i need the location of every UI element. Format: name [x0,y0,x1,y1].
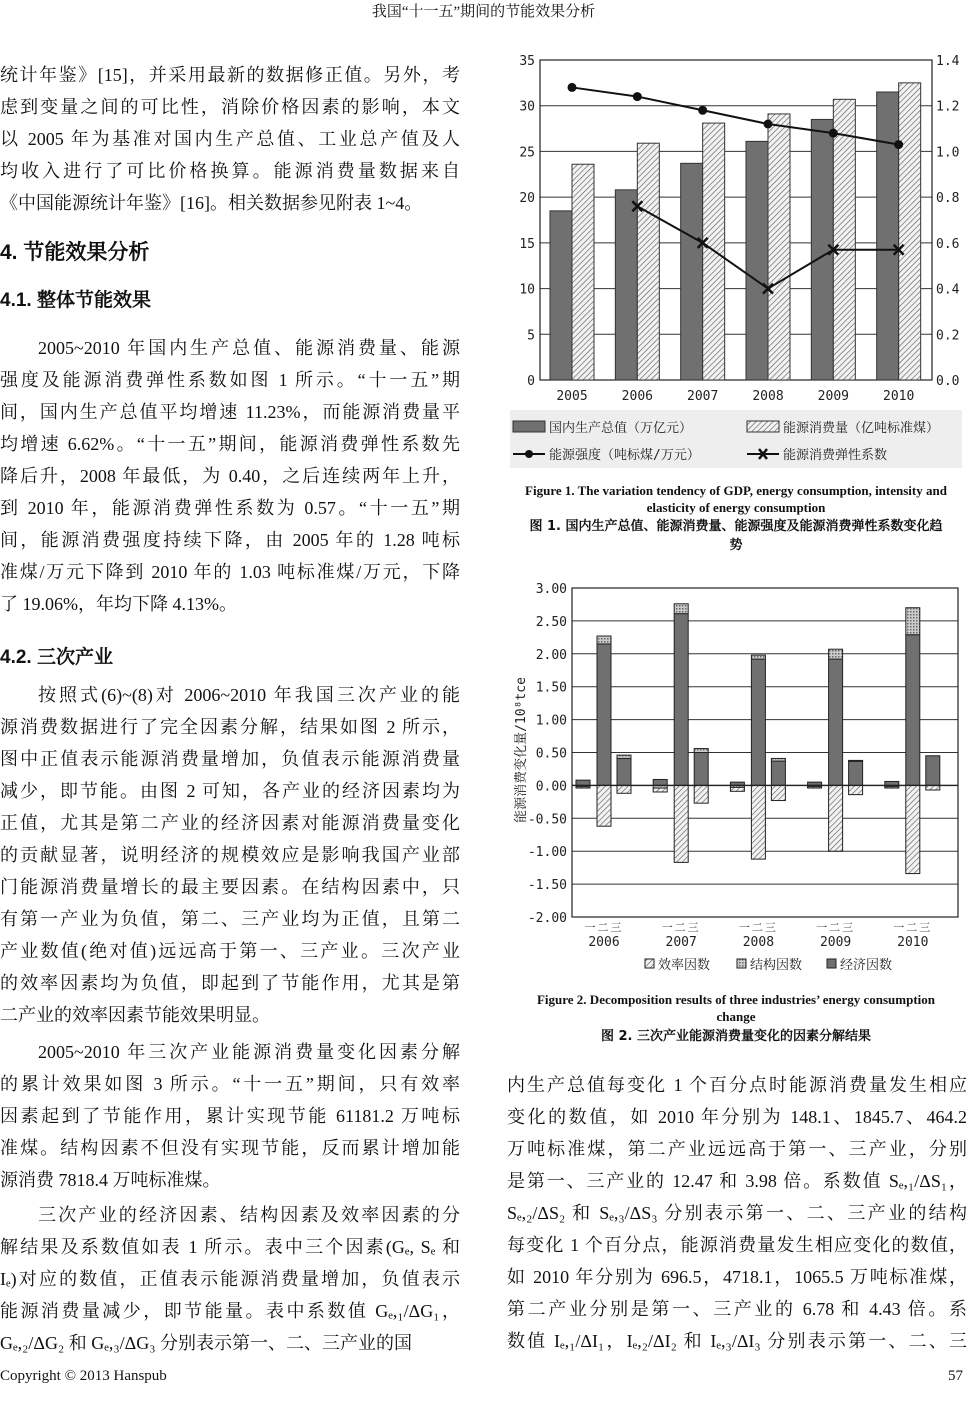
bar-efficiency-factor [829,785,843,851]
paragraph-coefficients [0,1199,460,1359]
legend-label-intensity: 能源强度（吨标煤/万元） [549,448,700,463]
y-right-tick-label: 0.6 [936,236,960,252]
y-axis-label: 能源消费变化量/10⁸tce [514,677,529,823]
point-energy-intensity [829,129,838,138]
industry-tick-labels: 一二三 [893,921,933,934]
y-tick-label: 0.50 [535,746,567,762]
text-line: 的效率因素均为负值，即起到了节能作用，尤其是第 [0,973,460,993]
text-line: 《中国能源统计年鉴》[16]。相关数据参见附表 1~4。 [0,193,423,213]
section-heading-4: 4. 节能效果分析 [0,241,150,264]
bar-efficiency-factor [906,785,920,873]
section-heading-4-1: 4.1. 整体节能效果 [0,290,151,311]
x-tick-label: 2008 [752,389,784,404]
text-line: 虑到变量之间的可比性，消除价格因素的影响，本文 [0,97,460,117]
section-heading-4-2: 4.2. 三次产业 [0,647,113,668]
industry-tick-labels: 一二三 [661,921,701,934]
text-line: 降后升，2008 年最低，为 0.40，之后连续两年上升， [0,466,460,486]
y-left-tick-label: 35 [519,54,535,69]
legend-swatch [737,959,746,968]
y-tick-label: 2.50 [535,614,567,630]
bar-gdp [811,119,833,380]
text-line: 强度及能源消费弹性系数如图 1 所示。“十一五”期 [0,370,460,390]
x-tick-label: 2006 [588,935,620,950]
figure2-chart [505,575,965,985]
bar-efficiency-factor [597,785,611,826]
legend-swatch-energy [747,421,779,432]
text-line: 均收入进行了可比价格换算。能源消费量数据来自 [0,161,460,181]
text-line: 准煤。结构因素不但没有实现节能，反而累计增加能 [0,1138,460,1158]
y-left-tick-label: 25 [519,145,535,161]
text-line: 如 2010 年分别为 696.5，4718.1，1065.5 万吨标准煤， [507,1267,967,1287]
x-tick-label: 2009 [819,935,852,950]
point-energy-intensity [568,83,577,92]
running-header: 我国“十一五”期间的节能效果分析 [371,4,596,20]
text-line: 按照式(6)~(8)对 2006~2010 年我国三次产业的能 [38,685,460,705]
bar-energy-consumption [572,164,594,380]
bar-structural-factor [597,636,611,644]
bar-efficiency-factor [617,785,631,793]
bar-structural-factor [906,608,920,635]
x-tick-label: 2007 [665,935,697,950]
text-line: 因素起到了节能作用，累计实现节能 61181.2 万吨标 [0,1106,460,1126]
text-line: 2005~2010 年三次产业能源消费量变化因素分解 [38,1042,460,1062]
bar-gdp [877,92,899,380]
footer-page-number: 57 [948,1368,963,1384]
text-line: 是第一、三产业的 12.47 和 3.98 倍。系数值 Sₑ,₁/ΔS₁， [507,1171,967,1191]
industry-tick-labels: 一二三 [738,921,778,934]
text-line: 了 19.06%，年均下降 4.13%。 [0,594,237,614]
figure2-caption-cn: 图 2. 三次产业能源消费量变化的因素分解结果 [600,1029,872,1044]
x-tick-label: 2005 [556,389,588,404]
text-line: 变化的数值，如 2010 年分别为 148.1、1845.7、464.2 [507,1107,967,1127]
y-right-tick-label: 0.0 [936,374,960,389]
bar-efficiency-factor [694,785,708,803]
industry-tick-labels: 一二三 [584,921,624,934]
y-right-tick-label: 0.4 [936,282,960,298]
text-line: 数值 Iₑ,₁/ΔI₁，Iₑ,₂/ΔI₂ 和 Iₑ,₃/ΔI₃ 分别表示第一、二、三 [507,1331,967,1351]
y-tick-label: -0.50 [527,812,567,828]
bar-structural-factor [694,749,708,753]
y-right-tick-label: 1.4 [936,54,960,69]
y-tick-label: 2.00 [535,647,567,663]
y-tick-label: 3.00 [535,582,567,597]
bar-economic-factor [751,659,765,785]
text-line: 的累计效果如图 3 所示。“十一五”期间，只有效率 [0,1074,460,1094]
y-left-tick-label: 10 [519,282,535,298]
x-tick-label: 2006 [621,389,653,404]
text-line: 减少，即节能。由图 2 可知，各产业的经济因素均为 [0,781,460,801]
text-line: 的贡献显著，说明经济的规模效应是影响我国产业部 [0,845,460,865]
plot-frame [540,60,932,380]
bar-structural-factor [751,655,765,659]
text-line: Gₑ,₂/ΔG₂ 和 Gₑ,₃/ΔG₃ 分别表示第一、二、三产业的国 [0,1333,412,1353]
point-energy-intensity [894,140,903,149]
text-line: 源消费 7818.4 万吨标准煤。 [0,1170,221,1190]
y-left-tick-label: 0 [527,374,535,389]
figure1-chart [505,50,965,470]
x-tick-label: 2009 [817,389,849,404]
text-line: Iₑ)对应的数值，正值表示能源消费量增加，负值表示 [0,1269,460,1289]
paragraph-cumulative-effect [0,1036,460,1196]
paragraph-overall-effect [0,332,460,620]
text-line: 准煤/万元下降到 2010 年的 1.03 吨标准煤/万元，下降 [0,562,460,582]
bar-efficiency-factor [653,788,667,792]
text-line: 门能源消费量增长的最主要因素。在结构因素中，只 [0,877,460,897]
x-tick-label: 2008 [742,935,775,950]
bar-energy-consumption [833,99,855,380]
legend-swatch [645,959,654,968]
paragraph-coefficients-continued [507,1069,967,1357]
footer-copyright: Copyright © 2013 Hanspub [0,1368,167,1384]
text-line: 产业数值(绝对值)远远高于第一、三产业。三次产业 [0,941,460,961]
text-line: 统计年鉴》[15]，并采用最新的数据修正值。另外，考 [0,65,460,85]
bar-structural-factor [829,649,843,659]
bar-efficiency-factor [808,787,822,788]
figure2-caption-en: Figure 2. Decomposition results of three industries’ energy consumption change [536,992,936,1024]
x-tick-label: 2010 [897,935,929,950]
x-tick-label: 2007 [687,389,719,404]
y-tick-label: -1.00 [527,845,567,861]
bar-gdp [681,163,703,380]
text-line: 内生产总值每变化 1 个百分点时能源消费量发生相应 [507,1075,967,1095]
text-line: 第二产业分别是第一、三产业的 6.78 和 4.43 倍。系 [507,1299,967,1319]
bar-economic-factor [674,614,688,786]
bar-efficiency-factor [849,785,863,794]
text-line: 三次产业的经济因素、结构因素及效率因素的分 [38,1205,460,1225]
y-tick-label: -1.50 [527,878,567,894]
bar-economic-factor [653,779,667,785]
text-line: 间，能源消费强度持续下降，由 2005 年的 1.28 吨标 [0,530,460,550]
bar-economic-factor [597,644,611,785]
text-line: 二产业的效率因素节能效果明显。 [0,1005,270,1025]
bar-economic-factor [694,753,708,786]
bar-efficiency-factor [576,787,590,788]
figure1-caption-en: Figure 1. The variation tendency of GDP, energy consumption, intensity and elasticity of energy consumption [525,483,947,515]
bar-economic-factor [849,761,863,785]
bar-energy-consumption [899,83,921,380]
legend-label: 效率因数 [658,958,711,973]
paragraph-data-sources [0,59,460,219]
bar-efficiency-factor [885,787,899,788]
y-right-tick-label: 0.2 [936,328,960,344]
legend-label-energy: 能源消费量（亿吨标准煤） [783,421,940,436]
legend-label: 经济因数 [840,958,893,973]
bar-economic-factor [926,756,940,786]
bar-efficiency-factor [730,787,744,791]
text-line: 万吨标准煤，第二产业远远高于第一、三产业，分别 [507,1139,967,1159]
y-right-tick-label: 1.2 [936,99,960,115]
bar-energy-consumption [768,114,790,380]
bar-structural-factor [771,758,785,761]
y-left-tick-label: 30 [519,99,535,115]
figure1-caption-cn: 图 1. 国内生产总值、能源消费量、能源强度及能源消费弹性系数变化趋势 [529,519,943,553]
bar-structural-factor [674,604,688,614]
y-left-tick-label: 20 [519,191,535,207]
bar-structural-factor [849,760,863,761]
text-line: 间，国内生产总值平均增速 11.23%，而能源消费量平 [0,402,460,422]
bar-efficiency-factor [751,785,765,859]
x-tick-label: 2010 [883,389,915,404]
text-line: 解结果及系数值如表 1 所示。表中三个因素(Gₑ, Sₑ 和 [0,1237,460,1257]
text-line: 有第一产业为负值，第二、三产业均为正值，且第二 [0,909,460,929]
bar-economic-factor [576,780,590,785]
legend-marker-intensity [525,450,533,458]
point-energy-intensity [764,120,773,129]
text-line: 源消费数据进行了完全因素分解，结果如图 2 所示， [0,717,460,737]
point-energy-intensity [633,92,642,101]
y-left-tick-label: 15 [519,236,535,252]
legend-label-gdp: 国内生产总值（万亿元） [549,421,693,436]
y-tick-label: -2.00 [527,911,567,926]
bar-economic-factor [771,761,785,785]
y-left-tick-label: 5 [527,328,535,344]
text-line: 每变化 1 个百分点，能源消费量发生相应变化的数值， [507,1235,967,1255]
bar-efficiency-factor [771,785,785,800]
bar-energy-consumption [637,143,659,380]
bar-gdp [746,141,768,380]
legend-swatch-gdp [513,421,545,432]
legend-label-elasticity: 能源消费弹性系数 [783,448,888,463]
bar-economic-factor [906,635,920,786]
point-energy-intensity [698,106,707,115]
paragraph-three-industries [0,679,460,1031]
text-line: 2005~2010 年国内生产总值、能源消费量、能源 [38,338,460,358]
text-line: 到 2010 年，能源消费弹性系数为 0.57。“十一五”期 [0,498,460,518]
text-line: 图中正值表示能源消费量增加，负值表示能源消费量 [0,749,460,769]
legend-swatch [827,959,836,968]
text-line: 均增速 6.62%。“十一五”期间，能源消费弹性系数先 [0,434,460,454]
y-right-tick-label: 0.8 [936,191,960,207]
bar-gdp [550,211,572,380]
y-tick-label: 1.00 [535,713,567,729]
bar-efficiency-factor [674,785,688,862]
bar-economic-factor [617,758,631,785]
y-tick-label: 1.50 [535,680,567,696]
text-line: 正值，尤其是第二产业的经济因素对能源消费量变化 [0,813,460,833]
bar-structural-factor [617,755,631,758]
y-tick-label: 0.00 [535,779,567,795]
legend-label: 结构因数 [750,958,803,973]
industry-tick-labels: 一二三 [816,921,856,934]
text-line: 以 2005 年为基准对国内生产总值、工业总产值及人 [0,129,460,149]
text-line: Sₑ,₂/ΔS₂ 和 Sₑ,₃/ΔS₃ 分别表示第一、二、三产业的结构 [507,1203,967,1223]
bar-gdp [615,190,637,380]
y-right-tick-label: 1.0 [936,145,960,161]
text-line: 能源消费量减少，即节能量。表中系数值 Gₑ,₁/ΔG₁， [0,1301,460,1321]
bar-economic-factor [829,659,843,785]
